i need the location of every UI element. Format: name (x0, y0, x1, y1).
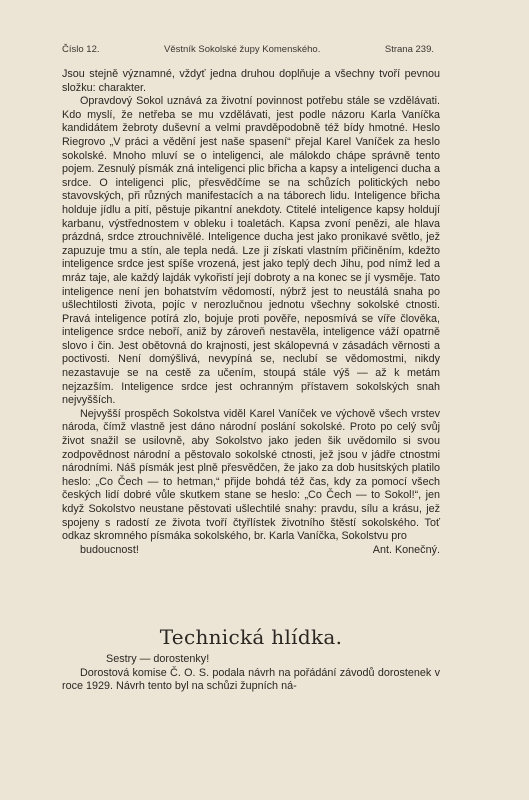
page-header (62, 44, 434, 55)
page-number: Strana 239. (384, 44, 434, 55)
section-paragraph: Dorostová komise Č. O. S. podala návrh na pořádání závodů dorostenek v roce 1929. Návrh tento byl na schůzi župních ná- (62, 666, 440, 693)
section-subtitle: Sestry — dorostenky! (106, 653, 210, 665)
section-body (62, 653, 440, 694)
closing-text: budoucnost! (80, 543, 139, 556)
section-title: Technická hlídka. (159, 625, 343, 649)
article-paragraph: Nejvyšší prospěch Sokolstva viděl Karel Vaníček ve výchově všech vrstev národa, čímž vlastně jest dáno národní poslání sokolské. Proto po celý svůj život snažil se usilovně, aby Sokolstvo jako jeden šik uvědomilo si svou zodpovědnost národní a pěstovalo sokolské ctnosti, jež jsou v jádře ctnostmi národními. Náš písmák jest plně přesvědčen, že jako za dob husitských platilo heslo: „Co Čech — to hetman,“ přijde bohdá též čas, kdy za pomocí všech českých lidí dobré vůle skutkem stane se heslo: „Co Čech — to Sokol!“, jen když Sokolstvo neustane pěstovati ušlechtilé snahy: pravdu, sílu a krásu, jež spojeny s radostí ze života tvoří čtyřlístek životního štěstí sokolského. Toť odkaz skromného písmáka sokolského, br. Karla Vaníčka, Sokolstvu pro (62, 407, 440, 543)
article-paragraph: Jsou stejně významné, vždyť jedna druhou doplňuje a všechny tvoří pevnou složku: charakter. (62, 68, 440, 94)
issue-number: Číslo 12. (62, 44, 100, 55)
article-closing-line (62, 544, 440, 558)
article-body (62, 68, 440, 557)
publication-title: Věstník Sokolské župy Komenského. (164, 44, 321, 55)
article-author: Ant. Konečný. (372, 543, 440, 556)
article-paragraph: Opravdový Sokol uznává za životní povinnost potřebu stále se vzdělávati. Kdo myslí, že netřeba se mu vzdělávati, jest podle názoru Karla Vaníčka kandidátem žebroty duševní a velmi pravděpodobně též bídy hmotné. Heslo Riegrovo „V práci a vědění jest naše spasení“ přejal Karel Vaníček za heslo sokolské. Mnoho mluví se o inteligenci, ale málokdo chápe správně tento pojem. Zesnulý písmák zná inteligenci plic břicha a kapsy a inteligenci ducha a srdce. O inteligenci plic, přesvědčíme se na schůzích politických nebo stavovských, při různých manifestacích a na táborech lidu. Inteligence břicha holduje jídlu a pití, pěstuje pikantní anekdoty. Ctitelé inteligence kapsy holdují karbanu, výstřednostem v obleku i toaletách. Kapsa zvoní penězi, ale hlava prázdná, srdce ztrouchnivělé. Inteligence ducha jest jako pronikavé světlo, jež zapuzuje tmu a stín, ale tepla nedá. Lze ji získati vlastním přičiněním, kdežto inteligence srdce jest spíše vrozená, jest jako teplý dech Jihu, pod nímž led a mráz taje, ale každý lajdák vykořistí její dobroty a na konec se jí vysměje. Tato inteligence není jen bohatstvím vědomostí, nýbrž jest to neustálá snaha po ušlechtilosti života, pojíc v nerozlučnou jednotu všechny sokolské ctnosti. Pravá inteligence potírá zlo, bojuje proti pověře, neposmívá se víře člověka, inteligence srdce neboří, aniž by zároveň nestavěla, inteligence váží opatrně slovo i čin. Jest obětovná do krajnosti, jest skálopevná v zásadách věrnosti a poctivosti. Není domýšlivá, nevypíná se, neclubí se vědomostmi, nikdy nezastavuje se na cestě za učením, stoupá stále výš — až k metám nejzazším. Inteligence srdce jest ochranným přístavem sokolských snah nejvyšších. (62, 95, 440, 407)
